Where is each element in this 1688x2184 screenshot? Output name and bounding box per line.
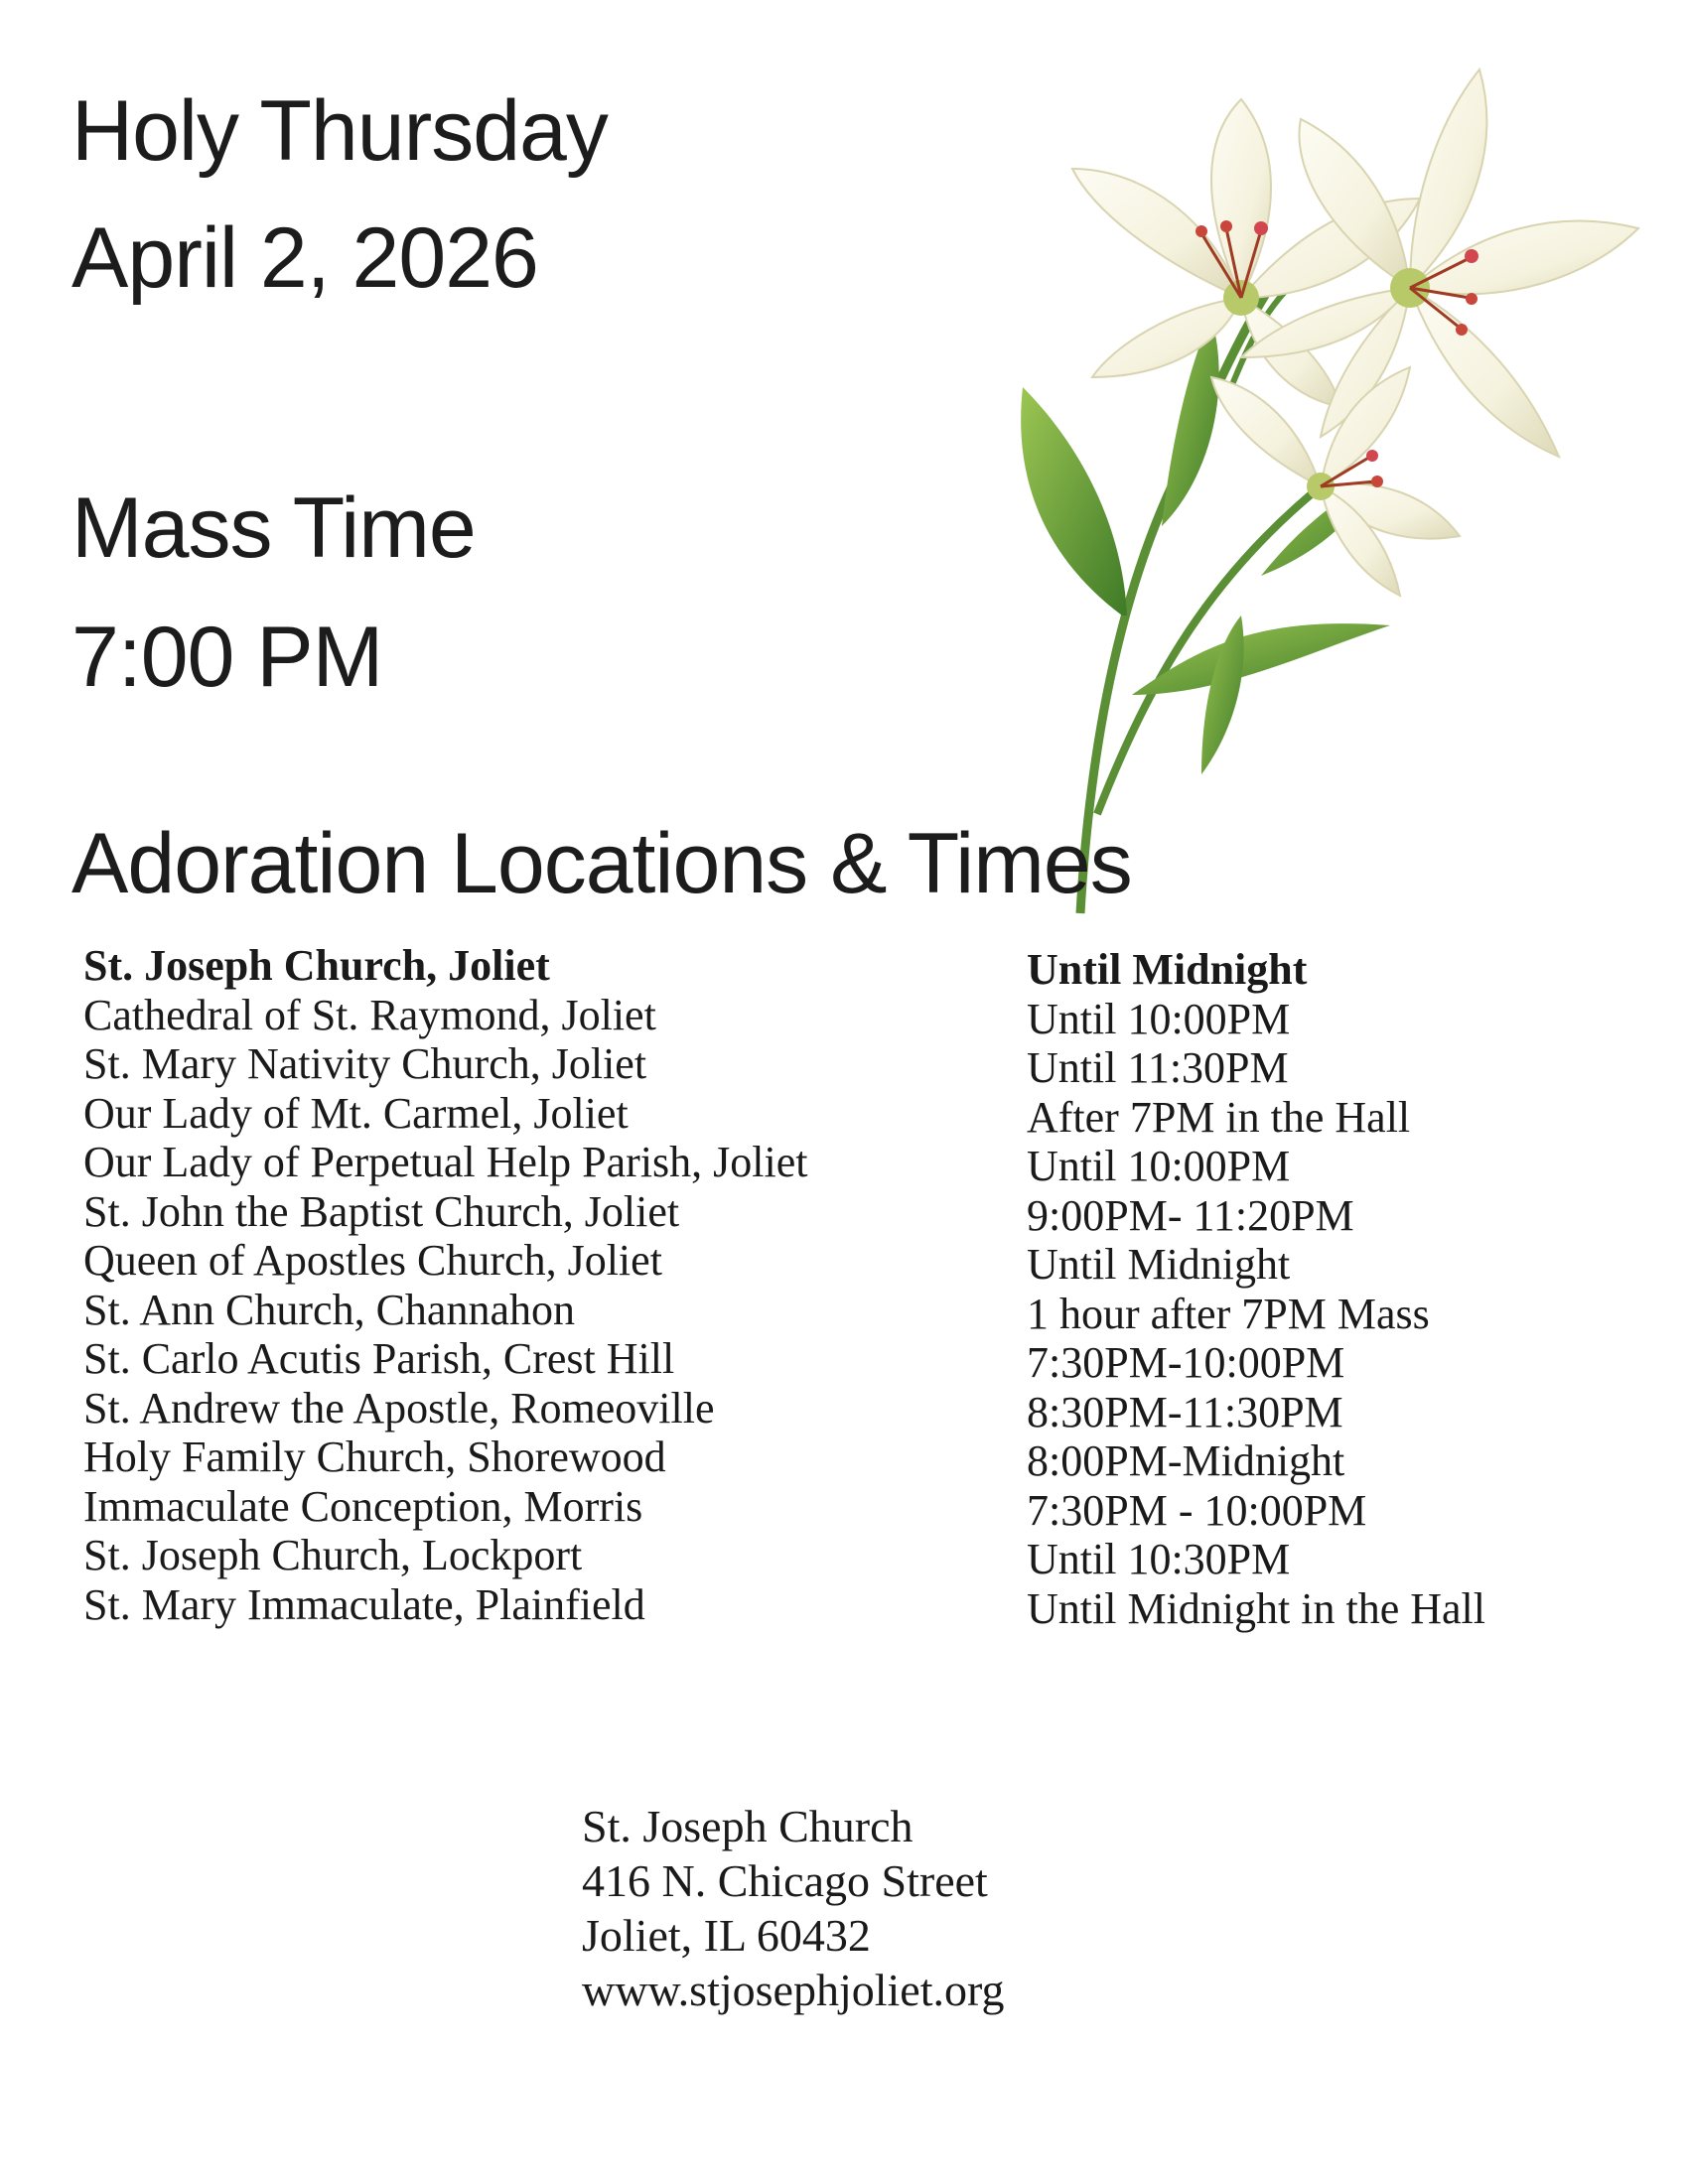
time-item: 7:30PM-10:00PM <box>1027 1338 1345 1387</box>
location-item: Cathedral of St. Raymond, Joliet <box>83 990 656 1039</box>
time-item: 8:00PM-Midnight <box>1027 1436 1345 1485</box>
street-address: 416 N. Chicago Street <box>582 1855 988 1906</box>
time-item: Until Midnight <box>1027 945 1308 994</box>
church-address <box>582 1799 1004 2017</box>
time-item: 7:30PM - 10:00PM <box>1027 1485 1367 1535</box>
time-item: Until Midnight in the Hall <box>1027 1583 1485 1633</box>
mass-time-value: 7:00 PM <box>71 610 383 705</box>
adoration-locations-list <box>83 941 808 1629</box>
page-title: Holy Thursday <box>71 83 608 179</box>
time-item: Until 10:00PM <box>1027 994 1291 1043</box>
location-item: St. Mary Nativity Church, Joliet <box>83 1039 647 1088</box>
time-item: 1 hour after 7PM Mass <box>1027 1289 1430 1338</box>
time-item: Until 11:30PM <box>1027 1043 1289 1092</box>
location-item: Holy Family Church, Shorewood <box>83 1433 666 1481</box>
location-item: St. Andrew the Apostle, Romeoville <box>83 1383 715 1433</box>
adoration-times-list <box>1027 945 1485 1633</box>
leaf <box>1021 387 1127 615</box>
event-date: April 2, 2026 <box>71 210 538 306</box>
leaf <box>1201 615 1244 774</box>
location-item: St. Joseph Church, Lockport <box>83 1531 583 1579</box>
location-item: Queen of Apostles Church, Joliet <box>83 1236 662 1285</box>
location-item: Immaculate Conception, Morris <box>83 1481 643 1531</box>
location-item: St. John the Baptist Church, Joliet <box>83 1186 680 1236</box>
location-item: St. Mary Immaculate, Plainfield <box>83 1579 645 1629</box>
time-item: Until 10:30PM <box>1027 1535 1291 1583</box>
location-item: St. Ann Church, Channahon <box>83 1285 575 1334</box>
time-item: 9:00PM- 11:20PM <box>1027 1190 1354 1240</box>
location-item: Our Lady of Mt. Carmel, Joliet <box>83 1088 629 1138</box>
location-item: Our Lady of Perpetual Help Parish, Joliet <box>83 1138 808 1186</box>
mass-time-label: Mass Time <box>71 480 476 576</box>
time-item: After 7PM in the Hall <box>1027 1092 1411 1142</box>
time-item: Until 10:00PM <box>1027 1142 1291 1190</box>
city-state-zip: Joliet, IL 60432 <box>582 1910 871 1961</box>
time-item: 8:30PM-11:30PM <box>1027 1387 1343 1436</box>
website-link[interactable]: www.stjosephjoliet.org <box>582 1965 1005 2015</box>
adoration-heading: Adoration Locations & Times <box>71 816 1132 911</box>
location-item: St. Joseph Church, Joliet <box>83 941 550 990</box>
lily-flower-illustration <box>1003 60 1668 933</box>
location-item: St. Carlo Acutis Parish, Crest Hill <box>83 1334 675 1383</box>
church-name: St. Joseph Church <box>582 1801 914 1851</box>
time-item: Until Midnight <box>1027 1240 1291 1289</box>
